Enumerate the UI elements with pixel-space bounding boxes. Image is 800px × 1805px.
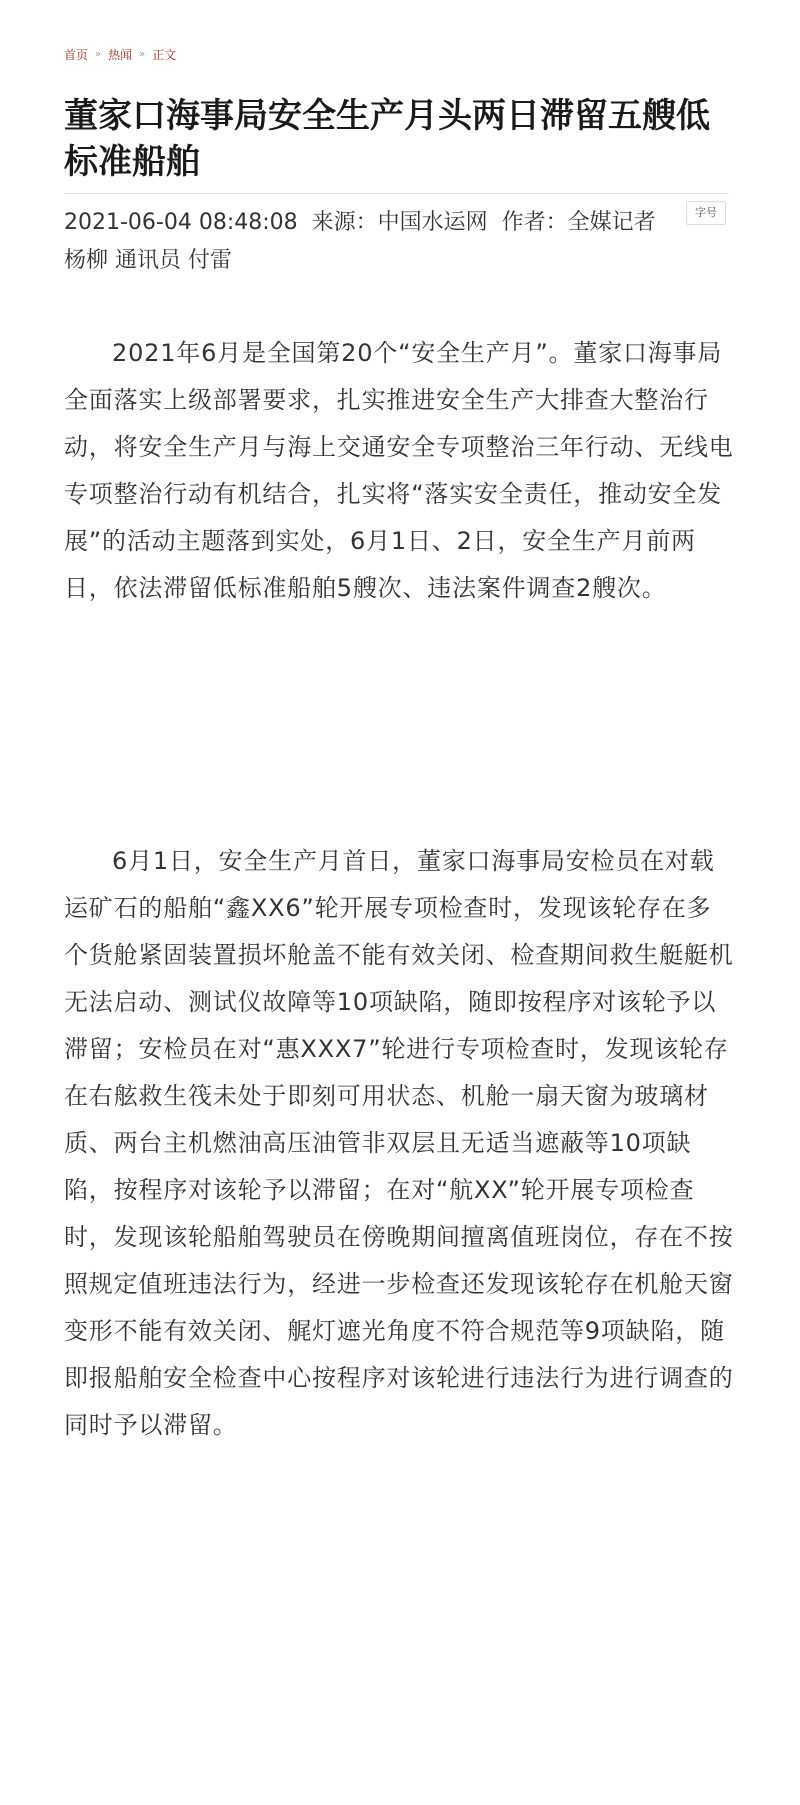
- breadcrumb-current-link[interactable]: 正文: [152, 48, 177, 62]
- breadcrumb-category-link[interactable]: 热闻: [108, 48, 133, 62]
- breadcrumb-separator: »: [95, 49, 102, 60]
- article-title: 董家口海事局安全生产月头两日滞留五艘低标准船舶: [64, 96, 710, 182]
- breadcrumb-home-link[interactable]: 首页: [64, 48, 89, 62]
- article-meta: [64, 204, 664, 280]
- breadcrumb-separator: »: [139, 49, 146, 60]
- article-author: 作者：全媒记者 杨柳 通讯员 付雷: [64, 210, 656, 273]
- article-datetime: 2021-06-04 08:48:08: [64, 210, 298, 235]
- article-source: 来源：中国水运网: [311, 210, 488, 235]
- breadcrumb: [64, 46, 176, 63]
- title-divider: [64, 193, 729, 194]
- article-paragraph: 2021年6月是全国第20个“安全生产月”。董家口海事局全面落实上级部署要求，扎实推进安全生产大排查大整治行动，将安全生产月与海上交通安全专项整治三年行动、无线电专项整治行动有机结合，扎实将“落实安全责任，推动安全发展”的活动主题落到实处，6月1日、2日，安全生产月前两日，依法滞留低标准船舶5艘次、违法案件调查2艘次。: [64, 339, 734, 602]
- font-size-button[interactable]: 字号: [686, 201, 726, 225]
- article-paragraph: 6月1日，安全生产月首日，董家口海事局安检员在对载运矿石的船舶“鑫XX6”轮开展专项检查时，发现该轮存在多个货舱紧固装置损坏舱盖不能有效关闭、检查期间救生艇艇机无法启动、测试仪故障等10项缺陷，随即按程序对该轮予以滞留；安检员在对“惠XXX7”轮进行专项检查时，发现该轮存在右舷救生筏未处于即刻可用状态、机舱一扇天窗为玻璃材质、两台主机燃油高压油管非双层且无适当遮蔽等10项缺陷，按程序对该轮予以滞留；在对“航XX”轮开展专项检查时，发现该轮船舶驾驶员在傍晚期间擅离值班岗位，存在不按照规定值班违法行为，经进一步检查还发现该轮存在机舱天窗变形不能有效关闭、艉灯遮光角度不符合规范等9项缺陷，随即报船舶安全检查中心按程序对该轮进行违法行为进行调查的同时予以滞留。: [64, 847, 734, 1439]
